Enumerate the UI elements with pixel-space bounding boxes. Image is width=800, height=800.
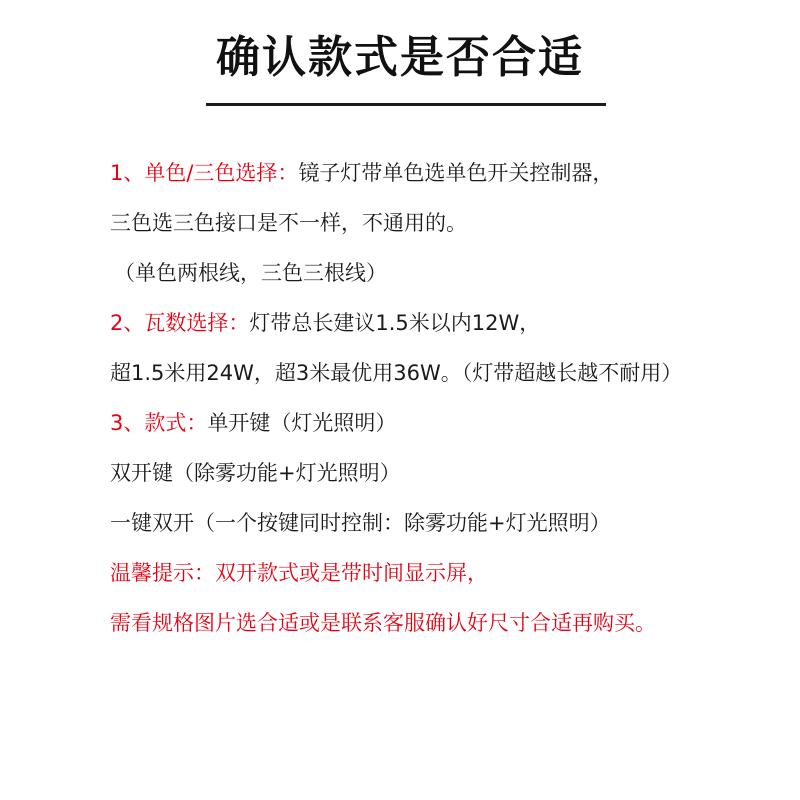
section3-line3: 一键双开（一个按键同时控制：除雾功能+灯光照明） <box>110 511 611 535</box>
section1-label: 1、单色/三色选择： <box>110 161 299 185</box>
spec-notes <box>110 150 790 650</box>
tip-line1: 温馨提示：双开款式或是带时间显示屏， <box>110 561 488 585</box>
section1-text1: 镜子灯带单色选单色开关控制器， <box>298 161 614 185</box>
tip-line2: 需看规格图片选合适或是联系客服确认好尺寸合适再购买。 <box>110 611 656 635</box>
section1-line2: 三色选三色接口是不一样，不通用的。 <box>110 211 467 235</box>
section2-text1: 灯带总长建议1.5米以内12W， <box>249 311 541 335</box>
page-title: 确认款式是否合适 <box>216 32 584 83</box>
section1-line1 <box>110 150 790 200</box>
section3-text1: 单开键（灯光照明） <box>207 411 397 435</box>
section3-label: 3、款式： <box>110 411 208 435</box>
section2-line1 <box>110 300 790 350</box>
section2-label: 2、瓦数选择： <box>110 311 250 335</box>
section3-line2: 双开键（除雾功能+灯光照明） <box>110 461 401 485</box>
section2-line2: 超1.5米用24W，超3米最优用36W。（灯带超越长越不耐用） <box>110 361 683 385</box>
title-underline <box>206 103 606 106</box>
section1-line3: （单色两根线，三色三根线） <box>114 261 387 285</box>
section3-line1 <box>110 400 790 450</box>
